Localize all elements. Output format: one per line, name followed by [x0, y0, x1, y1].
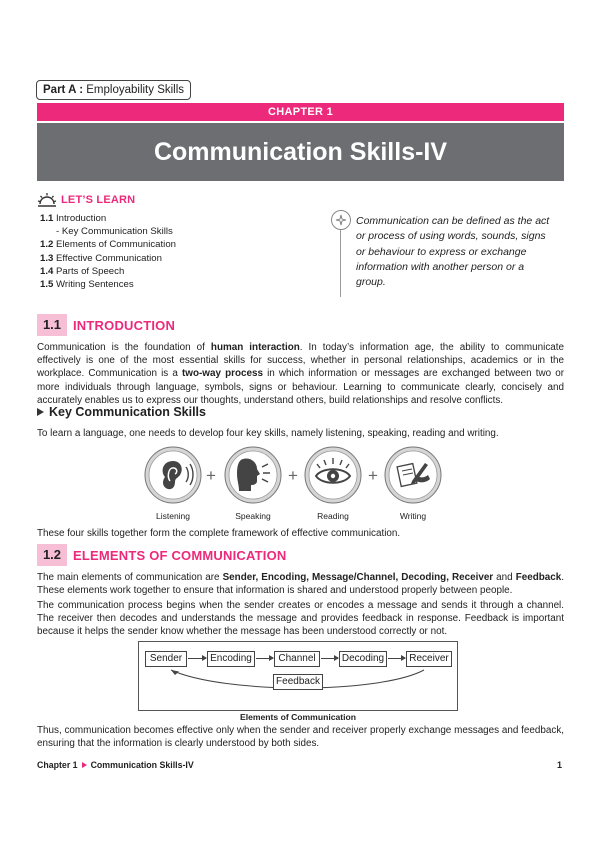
- toc-number: 1.2: [40, 239, 54, 251]
- toc-text: Effective Communication: [56, 252, 162, 264]
- lets-learn-heading: [37, 191, 135, 209]
- footer-chapter: [37, 760, 194, 770]
- part-prefix: Part A :: [43, 84, 84, 96]
- skill-label: Writing: [399, 511, 427, 521]
- writing-skill: [385, 447, 441, 521]
- sunrise-icon: [37, 192, 57, 208]
- skill-label: Listening: [155, 511, 191, 521]
- section-title: ELEMENTS OF COMMUNICATION: [73, 547, 287, 563]
- toc-number: 1.4: [40, 265, 54, 277]
- page-title: Communication Skills-IV: [37, 123, 564, 181]
- elements-paragraph: The main elements of communication are Sender, Encoding, Message/Channel, Decoding, Receiver and Feedback. These elements work together to ensure that information is shared and understood properly between people.: [37, 572, 564, 597]
- flow-node-receiver: Receiver: [406, 651, 452, 667]
- flow-node-decoding: Decoding: [339, 651, 387, 667]
- toc-item: [40, 265, 176, 278]
- conclusion-paragraph: Thus, communication becomes effective only when the sender and receiver properly exchange messages and feedback, ensuring that the information is clearly understood by both sides.: [37, 725, 564, 750]
- toc-number: 1.1: [40, 213, 54, 224]
- diagram-caption: Elements of Communication: [239, 712, 357, 722]
- toc-text: - Key Communication Skills: [56, 226, 173, 238]
- toc-item: [40, 278, 176, 291]
- plus-sign: +: [288, 466, 298, 485]
- flow-arrow: [388, 658, 405, 659]
- section-title: INTRODUCTION: [73, 317, 176, 333]
- speaking-skill: [225, 447, 281, 521]
- toc-text: Elements of Communication: [56, 239, 176, 251]
- lets-learn-title: LET’S LEARN: [61, 194, 136, 206]
- toc-text: Parts of Speech: [56, 265, 125, 277]
- flow-node-sender: Sender: [145, 651, 187, 667]
- definition-text: Communication can be defined as the act or process of using words, sounds, signs or behaviour to express or exchange information with another person or a group.: [356, 215, 550, 289]
- plus-sign: +: [368, 466, 378, 485]
- skills-intro-paragraph: To learn a language, one needs to develop four key skills, namely listening, speaking, reading and writing.: [37, 428, 499, 439]
- section-heading-introduction: [37, 314, 175, 336]
- subheading-text: Key Communication Skills: [49, 405, 206, 419]
- toc-text: Writing Sentences: [56, 279, 134, 291]
- subheading-key-skills: [37, 405, 206, 419]
- triangle-bullet-icon: [37, 408, 44, 416]
- communication-flow-diagram: [138, 641, 458, 711]
- flow-node-encoding: Encoding: [207, 651, 255, 667]
- definition-divider: [340, 227, 341, 297]
- page-number: 1: [557, 760, 563, 770]
- four-skills-figure: [140, 445, 460, 525]
- process-paragraph: The communication process begins when the sender creates or encodes a message and sends it through a channel. The receiver then decodes and understands the message and provides feedback in response. Feedback is important because it helps the sender know whether the message has been understood correctly or not.: [37, 600, 564, 638]
- part-text: Employability Skills: [86, 84, 185, 96]
- part-label: [36, 80, 191, 100]
- flow-arrow: [188, 658, 206, 659]
- footer-chapter-number: Chapter 1: [37, 760, 78, 770]
- flow-node-channel: Channel: [274, 651, 320, 667]
- toc-text: Introduction: [56, 213, 107, 224]
- footer-chapter-title: Communication Skills-IV: [90, 760, 194, 770]
- lets-learn-list: [40, 212, 176, 291]
- toc-item: [40, 225, 176, 238]
- skill-label: Speaking: [235, 511, 271, 521]
- listening-skill: [145, 447, 201, 521]
- skills-summary-paragraph: These four skills together form the complete framework of effective communication.: [37, 528, 401, 539]
- section-heading-elements: [37, 544, 286, 566]
- toc-number: 1.3: [40, 252, 54, 264]
- sparkle-icon: [331, 210, 351, 230]
- flow-node-feedback: Feedback: [273, 674, 323, 690]
- flow-arrow: [321, 658, 338, 659]
- chapter-label: CHAPTER 1: [37, 103, 564, 121]
- section-number: 1.1: [37, 314, 67, 336]
- toc-item: [40, 252, 176, 265]
- section-number: 1.2: [37, 544, 67, 566]
- skill-label: Reading: [317, 511, 349, 521]
- plus-sign: +: [206, 466, 216, 485]
- toc-item: [40, 238, 176, 251]
- reading-skill: [305, 447, 361, 521]
- triangle-marker-icon: [82, 762, 87, 768]
- flow-arrow: [256, 658, 273, 659]
- intro-paragraph: Communication is the foundation of human interaction. In today’s information age, the ability to communicate effectively is one of the most essential skills for success, whether in personal relationships, academics or in the workplace. Communication is a two-way process in which information or messages are exchanged between two or more individuals through language, symbols, signs or behaviour. Learning to communicate clearly, concisely and accurately enables us to express our thoughts, understand others, build relationships and resolve conflicts.: [37, 342, 565, 406]
- toc-item: [40, 212, 176, 225]
- toc-number: 1.5: [40, 279, 54, 291]
